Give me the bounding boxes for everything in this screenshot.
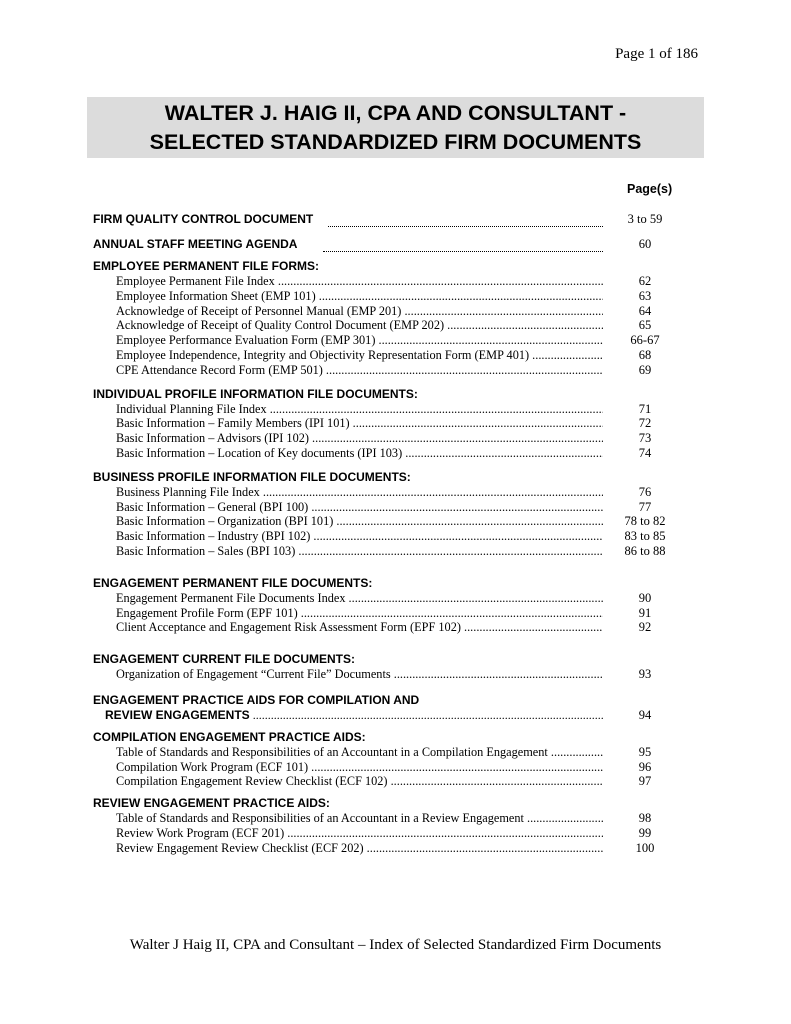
toc-entry-pages: 60 xyxy=(638,237,652,251)
toc-section xyxy=(93,652,673,682)
toc-item[interactable] xyxy=(93,500,673,515)
toc-item-pages: 96 xyxy=(638,759,652,774)
toc-item-text: Employee Performance Evaluation Form (EMP 301) xyxy=(116,333,376,348)
toc-item-pages: 72 xyxy=(638,416,652,431)
toc-item-text: Compilation Work Program (ECF 101) xyxy=(116,759,309,774)
toc-item-text: Review Engagement Review Checklist (ECF 202) xyxy=(116,840,364,855)
toc-item-pages: 83 to 85 xyxy=(624,529,666,544)
toc-item[interactable] xyxy=(93,529,673,544)
toc-item[interactable] xyxy=(93,544,673,559)
toc-item-label xyxy=(116,841,603,856)
toc-item-label xyxy=(116,304,603,319)
toc-item-pages: 62 xyxy=(638,274,652,288)
toc-section xyxy=(93,470,673,559)
toc-item-pages: 90 xyxy=(638,590,652,605)
toc-section xyxy=(93,259,673,378)
page-footer: Walter J Haig II, CPA and Consultant – Index of Selected Standardized Firm Documents xyxy=(129,937,662,953)
toc-entry-staff-meeting[interactable] xyxy=(93,237,673,252)
toc-item-label xyxy=(116,333,603,348)
toc-item[interactable] xyxy=(93,431,673,446)
toc-item[interactable] xyxy=(93,333,673,348)
page-number: Page 1 of 186 xyxy=(615,46,698,62)
practice-aids-pages: 94 xyxy=(638,707,652,722)
practice-aids-line-2: REVIEW ENGAGEMENTS xyxy=(105,707,250,722)
toc-item[interactable] xyxy=(93,745,673,760)
toc-item-text: Business Planning File Index xyxy=(116,484,260,499)
toc-item[interactable] xyxy=(93,591,673,606)
toc-item[interactable] xyxy=(93,446,673,461)
toc-item-pages: 73 xyxy=(638,431,652,446)
toc-item-text: CPE Attendance Record Form (EMP 501) xyxy=(116,362,323,377)
toc-item[interactable] xyxy=(93,485,673,500)
toc-entry-label: FIRM QUALITY CONTROL DOCUMENT xyxy=(93,212,314,226)
practice-aids-entry[interactable] xyxy=(93,693,673,723)
toc-item-label xyxy=(116,274,603,289)
sections-group-b xyxy=(93,730,673,856)
toc-item-pages: 95 xyxy=(638,744,652,759)
toc-item-pages: 76 xyxy=(638,484,652,499)
document-title xyxy=(87,97,704,158)
dot-leader xyxy=(323,250,603,252)
practice-aids-line-1: ENGAGEMENT PRACTICE AIDS FOR COMPILATION AND xyxy=(93,692,420,707)
toc-item-pages: 63 xyxy=(638,288,652,303)
toc-item[interactable] xyxy=(93,274,673,289)
toc-item-pages: 93 xyxy=(638,667,652,682)
toc-item-text: Organization of Engagement “Current File” Documents xyxy=(116,667,391,682)
toc-item[interactable] xyxy=(93,514,673,529)
toc-item-pages: 100 xyxy=(635,840,655,855)
toc-item-text: Acknowledge of Receipt of Quality Control Document (EMP 202) xyxy=(116,318,445,333)
toc-item-pages: 78 to 82 xyxy=(624,514,666,529)
toc-item-text: Employee Information Sheet (EMP 101) xyxy=(116,288,316,303)
toc-item-text: Basic Information – Industry (BPI 102) xyxy=(116,529,311,544)
toc-item-label xyxy=(116,446,603,461)
toc-item-text: Review Work Program (ECF 201) xyxy=(116,825,285,840)
toc-item-pages: 98 xyxy=(638,811,652,826)
pages-column-header: Page(s) xyxy=(627,182,673,196)
toc-item-label xyxy=(116,620,603,635)
toc-item-text: Acknowledge of Receipt of Personnel Manual (EMP 201) xyxy=(116,303,402,318)
toc-item-pages: 68 xyxy=(638,347,652,362)
practice-aids-line-2-row xyxy=(93,708,673,723)
section-title: ENGAGEMENT CURRENT FILE DOCUMENTS: xyxy=(93,652,355,667)
toc-item-pages: 71 xyxy=(638,401,652,416)
toc-item-label xyxy=(116,529,603,544)
toc-item[interactable] xyxy=(93,363,673,378)
toc-item-text: Compilation Engagement Review Checklist (ECF 102) xyxy=(116,774,388,789)
toc-item-text: Basic Information – Family Members (IPI 101) xyxy=(116,416,350,431)
toc-item[interactable] xyxy=(93,304,673,319)
toc-item-label xyxy=(116,363,603,378)
toc-item-text: Employee Permanent File Index xyxy=(116,274,275,288)
toc-item-text: Basic Information – Organization (BPI 101) xyxy=(116,514,334,529)
toc-item-pages: 86 to 88 xyxy=(624,543,666,558)
toc-item-label xyxy=(116,774,603,789)
toc-item-text: Client Acceptance and Engagement Risk Assessment Form (EPF 102) xyxy=(116,620,461,635)
toc-section xyxy=(93,576,673,635)
toc-entry-pages: 3 to 59 xyxy=(627,212,663,226)
title-line-2: SELECTED STANDARDIZED FIRM DOCUMENTS xyxy=(149,130,642,154)
toc-item-pages: 99 xyxy=(638,825,652,840)
toc-item-label xyxy=(116,745,603,760)
toc-item[interactable] xyxy=(93,348,673,363)
toc-item[interactable] xyxy=(93,606,673,621)
table-of-contents xyxy=(93,212,673,856)
toc-item-label xyxy=(116,811,603,826)
toc-item-label xyxy=(116,500,603,515)
section-title: COMPILATION ENGAGEMENT PRACTICE AIDS: xyxy=(93,729,366,744)
toc-item-text: Individual Planning File Index xyxy=(116,401,267,416)
toc-item[interactable] xyxy=(93,416,673,431)
sections-group-a xyxy=(93,259,673,682)
toc-entry-quality-control[interactable] xyxy=(93,212,673,227)
toc-item-label xyxy=(116,591,603,606)
toc-item[interactable] xyxy=(93,620,673,635)
section-title: BUSINESS PROFILE INFORMATION FILE DOCUMENTS: xyxy=(93,469,411,484)
toc-item-label xyxy=(116,289,603,304)
toc-item-text: Basic Information – Location of Key documents (IPI 103) xyxy=(116,445,403,460)
toc-item[interactable] xyxy=(93,826,673,841)
toc-item[interactable] xyxy=(93,318,673,333)
toc-item-pages: 91 xyxy=(638,605,652,620)
section-title: INDIVIDUAL PROFILE INFORMATION FILE DOCUMENTS: xyxy=(93,386,418,401)
toc-item-text: Basic Information – Advisors (IPI 102) xyxy=(116,431,309,446)
toc-item-text: Engagement Permanent File Documents Index xyxy=(116,590,346,605)
toc-item-text: Basic Information – General (BPI 100) xyxy=(116,499,309,514)
toc-entry-label: ANNUAL STAFF MEETING AGENDA xyxy=(93,237,298,251)
toc-item-label xyxy=(116,667,603,682)
toc-item[interactable] xyxy=(93,841,673,856)
toc-item-text: Employee Independence, Integrity and Objectivity Representation Form (EMP 401) xyxy=(116,347,530,362)
toc-item-text: Engagement Profile Form (EPF 101) xyxy=(116,605,298,620)
toc-item-label xyxy=(116,514,603,529)
toc-item-label xyxy=(116,544,603,559)
toc-item-label xyxy=(116,431,603,446)
toc-item-pages: 66-67 xyxy=(630,333,660,348)
toc-item-pages: 69 xyxy=(638,362,652,377)
toc-item-pages: 64 xyxy=(638,303,652,318)
section-title: EMPLOYEE PERMANENT FILE FORMS: xyxy=(93,259,320,273)
section-title: ENGAGEMENT PERMANENT FILE DOCUMENTS: xyxy=(93,575,373,590)
toc-item-label xyxy=(116,318,603,333)
title-line-1: WALTER J. HAIG II, CPA AND CONSULTANT - xyxy=(164,101,627,125)
toc-item-text: Table of Standards and Responsibilities of an Accountant in a Review Engagement xyxy=(116,811,524,826)
toc-section xyxy=(93,730,673,789)
dot-leader xyxy=(328,225,603,227)
toc-item-label xyxy=(116,485,603,500)
toc-item[interactable] xyxy=(93,760,673,775)
toc-item[interactable] xyxy=(93,774,673,789)
toc-item-pages: 77 xyxy=(638,499,652,514)
toc-section xyxy=(93,387,673,461)
toc-item[interactable] xyxy=(93,667,673,682)
toc-item-label xyxy=(116,402,603,417)
toc-item-label xyxy=(116,348,603,363)
toc-item-label xyxy=(116,826,603,841)
toc-item-pages: 92 xyxy=(638,620,652,635)
toc-item-label xyxy=(116,606,603,621)
toc-item[interactable] xyxy=(93,402,673,417)
toc-item-text: Table of Standards and Responsibilities of an Accountant in a Compilation Engagement xyxy=(116,744,548,759)
toc-item-text: Basic Information – Sales (BPI 103) xyxy=(116,543,296,558)
toc-section xyxy=(93,796,673,855)
toc-item-label xyxy=(116,416,603,431)
toc-item-pages: 74 xyxy=(638,445,652,460)
toc-item-pages: 65 xyxy=(638,318,652,333)
toc-item[interactable] xyxy=(93,811,673,826)
toc-item[interactable] xyxy=(93,289,673,304)
toc-item-pages: 97 xyxy=(638,774,652,789)
section-title: REVIEW ENGAGEMENT PRACTICE AIDS: xyxy=(93,796,330,811)
toc-item-label xyxy=(116,760,603,775)
